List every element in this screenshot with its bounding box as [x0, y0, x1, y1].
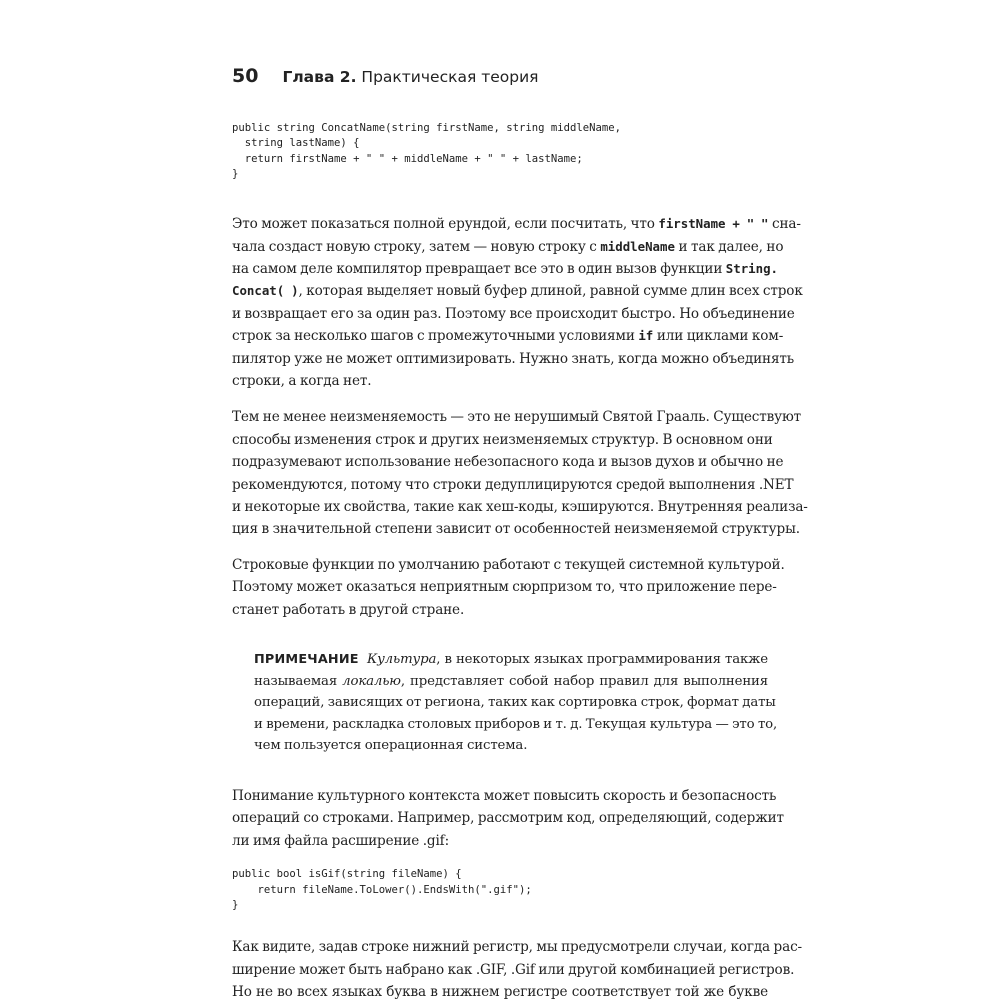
text-line: строки, а когда нет.	[232, 373, 372, 390]
paragraph-context	[232, 785, 784, 852]
text-line: чем пользуется операционная система.	[254, 738, 528, 754]
note-label: ПРИМЕЧАНИЕ	[254, 652, 359, 668]
paragraph-concat	[232, 213, 803, 392]
text-line: Тем не менее неизменяемость — это не нерушимый Святой Грааль. Существуют	[232, 409, 801, 426]
code-line: string lastName) {	[232, 137, 360, 150]
inline-code: Concat( )	[232, 283, 299, 299]
text-line: Но не во всех языках буква в нижнем регистре соответствует той же букве	[232, 983, 768, 1000]
text-line: пилятор уже не может оптимизировать. Нужно знать, когда можно объединять	[232, 350, 794, 367]
paragraph-lowercase	[232, 936, 802, 1003]
page-number: 50	[232, 65, 259, 87]
paragraph-immutability	[232, 406, 808, 540]
book-page	[232, 65, 808, 1003]
inline-code: middleName	[600, 238, 675, 254]
text-line: ширение может быть набрано как .GIF, .Gif или другой комбинацией регистров.	[232, 961, 795, 978]
text-line: операций, зависящих от региона, таких как сортировка строк, формат даты	[254, 695, 776, 711]
code-line: return firstName + " " + middleName + " " + lastName;	[232, 152, 583, 165]
code-line: return fileName.ToLower().EndsWith(".gif");	[232, 883, 532, 896]
text-line: Concat( ), которая выделяет новый буфер длиной, равной сумме длин всех строк	[232, 283, 803, 300]
note-box	[254, 649, 778, 757]
text-line: и возвращает его за один раз. Поэтому все происходит быстро. Но объединение	[232, 305, 795, 322]
running-head	[232, 66, 768, 87]
inline-code: if	[638, 328, 654, 344]
text-line: Как видите, задав строке нижний регистр, мы предусмотрели случаи, когда рас-	[232, 939, 802, 956]
text-line: станет работать в другой стране.	[232, 601, 465, 618]
text-line: Это может показаться полной ерундой, если посчитать, что firstName + " " сна-	[232, 216, 801, 233]
text-line: чала создаст новую строку, затем — новую строку с middleName и так далее, но	[232, 238, 784, 255]
text-line: и времени, раскладка столовых приборов и т. д. Текущая культура — это то,	[254, 716, 778, 732]
text-line: ПРИМЕЧАНИЕ Культура, в некоторых языках программирования также	[254, 652, 768, 668]
code-block-concat	[232, 121, 768, 182]
text-line: строк за несколько шагов с промежуточными условиями if или циклами ком-	[232, 328, 784, 345]
chapter-title: Практическая теория	[361, 68, 539, 86]
text-line: подразумевают использование небезопасного кода и вызов духов и обычно не	[232, 454, 784, 471]
code-block-isgif	[232, 867, 768, 913]
text-line: называемая локалью, представляет собой набор правил для выполнения	[254, 673, 768, 689]
text-line: способы изменения строк и других неизменяемых структур. В основном они	[232, 431, 773, 448]
text-line: и некоторые их свойства, такие как хеш-коды, кэшируются. Внутренняя реализа-	[232, 499, 808, 516]
code-line: public string ConcatName(string firstName, string middleName,	[232, 122, 622, 134]
text-line: на самом деле компилятор превращает все это в один вызов функции String.	[232, 261, 779, 277]
chapter-label: Глава 2.	[282, 68, 357, 86]
text-line: Понимание культурного контекста может повысить скорость и безопасность	[232, 788, 777, 805]
text-line: ция в значительной степени зависит от особенностей неизменяемой структуры.	[232, 521, 800, 538]
text-line: Поэтому может оказаться неприятным сюрпризом то, что приложение пере-	[232, 579, 777, 596]
inline-code: String.	[725, 261, 779, 276]
text-line: Строковые функции по умолчанию работают с текущей системной культурой.	[232, 556, 785, 573]
code-line: }	[232, 898, 239, 911]
inline-code: firstName + " "	[658, 216, 769, 232]
text-line: рекомендуются, потому что строки дедуплицируются средой выполнения .NET	[232, 476, 794, 493]
text-line: операций со строками. Например, рассмотрим код, определяющий, содержит	[232, 810, 784, 827]
code-line: public bool isGif(string fileName) {	[232, 868, 462, 881]
paragraph-culture	[232, 554, 785, 621]
code-line: }	[232, 167, 239, 180]
text-line: ли имя файла расширение .gif:	[232, 832, 449, 849]
